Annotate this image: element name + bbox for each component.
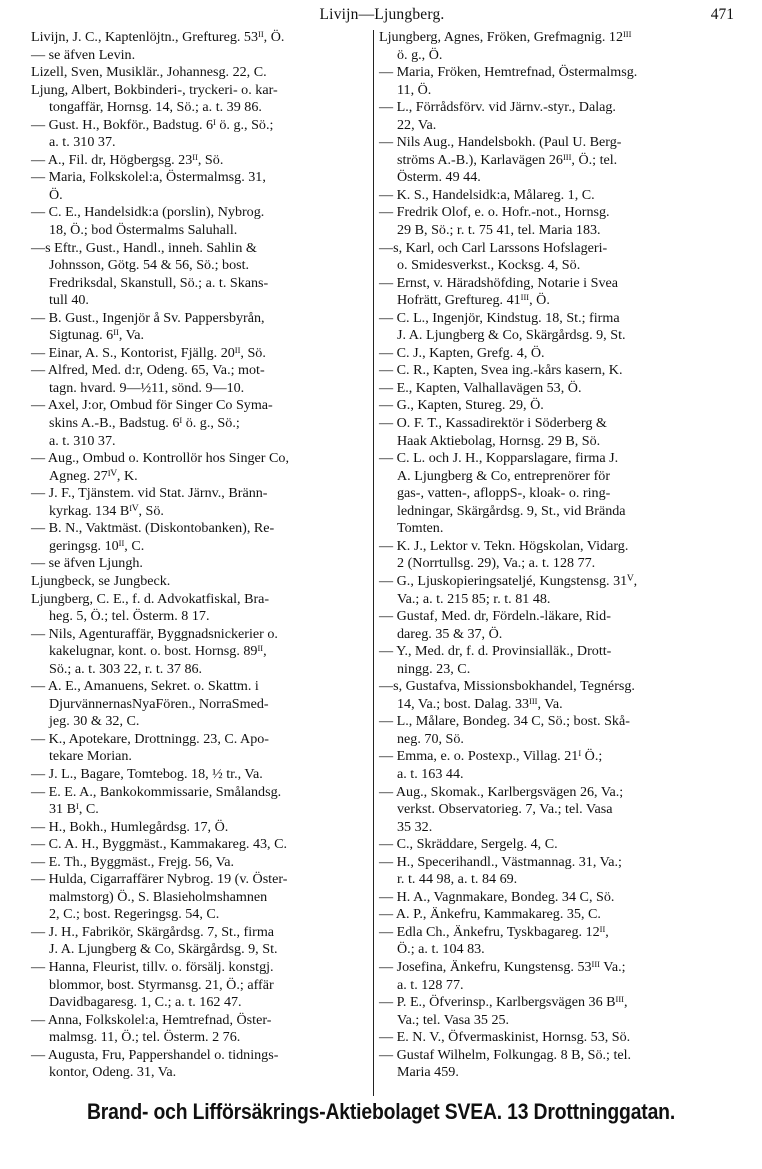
directory-line: — Ernst, v. Häradshöfding, Notarie i Svea [379, 274, 619, 291]
directory-line: Davidbagaresg. 1, C.; a. t. 162 47. [49, 994, 242, 1011]
directory-line: r. t. 44 98, a. t. 84 69. [397, 871, 518, 888]
directory-line: o. Smidesverkst., Kocksg. 4, Sö. [397, 257, 581, 274]
directory-line: — J. H., Fabrikör, Skärgårdsg. 7, St., firma [31, 923, 275, 940]
directory-line: Sigtunag. 6ᴵᴵ, Va. [49, 327, 145, 344]
directory-line: — Hanna, Fleurist, tillv. o. försälj. konstgj. [31, 958, 274, 975]
directory-line: ledningar, Skärgårdsg. 9, St., vid Brända [397, 502, 626, 519]
directory-line: 31 Bᴵ, C. [49, 801, 99, 818]
directory-line: — Emma, e. o. Postexp., Villag. 21ᴵ Ö.; [379, 748, 603, 765]
directory-line: Österm. 49 44. [397, 169, 481, 186]
directory-line: — C. A. H., Byggmäst., Kammakareg. 43, C. [31, 836, 288, 853]
directory-line: 2, C.; bost. Regeringsg. 54, C. [49, 906, 220, 923]
directory-line: — O. F. T., Kassadirektör i Söderberg & [379, 415, 607, 432]
directory-line: — A. P., Änkefru, Kammakareg. 35, C. [379, 906, 601, 923]
directory-line: J. A. Ljungberg & Co, Skärgårdsg. 9, St. [49, 941, 278, 958]
footer-advertisement: Brand- och Lifförsäkrings-Aktiebolaget SVEA. 13 Drottninggatan. [86, 1099, 676, 1124]
directory-line: Sö.; a. t. 303 22, r. t. 37 86. [49, 660, 203, 677]
directory-line: Johnsson, Götg. 54 & 56, Sö.; bost. [49, 257, 250, 274]
directory-line: — Hulda, Cigarraffärer Nybrog. 19 (v. Öster- [31, 871, 288, 888]
directory-line: 18, Ö.; bod Östermalms Saluhall. [49, 222, 238, 239]
directory-line: — Josefina, Änkefru, Kungstensg. 53ᴵᴵᴵ Va.; [379, 958, 626, 975]
directory-line: verkst. Observatorieg. 7, Va.; tel. Vasa [397, 801, 613, 818]
directory-line: — B. N., Vaktmäst. (Diskontobanken), Re- [31, 520, 275, 537]
directory-line: —s, Karl, och Carl Larssons Hofslageri- [379, 239, 608, 256]
directory-line: Lizell, Sven, Musiklär., Johannesg. 22, C. [31, 64, 267, 81]
directory-line: — Axel, J:or, Ombud för Singer Co Syma- [31, 397, 273, 414]
directory-line: — C., Skräddare, Sergelg. 4, C. [379, 836, 558, 853]
directory-line: 11, Ö. [397, 81, 432, 98]
directory-line: malmstorg) Ö., S. Blasieholmshamnen [49, 888, 268, 905]
directory-line: a. t. 310 37. [49, 432, 116, 449]
directory-line: — Aug., Skomak., Karlbergsvägen 26, Va.; [379, 783, 624, 800]
directory-line: — E. E. A., Bankokommissarie, Smålandsg. [31, 783, 282, 800]
directory-line: dareg. 35 & 37, Ö. [397, 625, 503, 642]
directory-line: — G., Ljuskopieringsatelјé, Kungstensg. 31ⱽ, [379, 572, 638, 589]
directory-line: blommor, bost. Styrmansg. 21, Ö.; affär [49, 976, 274, 993]
directory-line: — H., Specerihandl., Västmannag. 31, Va.; [379, 853, 622, 870]
directory-line: — Nils, Agenturaffär, Byggnadsnickerier o. [31, 625, 278, 642]
directory-line: — C. J., Kapten, Grefg. 4, Ö. [379, 344, 545, 361]
directory-line: — G., Kapten, Stureg. 29, Ö. [379, 397, 544, 414]
directory-line: — Maria, Folkskolel:a, Östermalmsg. 31, [31, 169, 266, 186]
directory-line: —s, Gustafva, Missionsbokhandel, Tegnérsg. [379, 678, 635, 695]
directory-line: — H. A., Vagnmakare, Bondeg. 34 C, Sö. [379, 888, 615, 905]
directory-line: — Edla Ch., Änkefru, Tyskbagareg. 12ᴵᴵ, [379, 923, 609, 940]
directory-line: — Anna, Folkskolel:a, Hemtrefnad, Öster- [31, 1011, 272, 1028]
directory-line: — C. R., Kapten, Svea ing.-kårs kasern, K. [379, 362, 623, 379]
right-column [379, 29, 741, 1082]
directory-line: — L., Målare, Bondeg. 34 C, Sö.; bost. Skå- [379, 713, 630, 730]
directory-line: tagn. hvard. 9—½11, sönd. 9—10. [49, 379, 245, 396]
directory-line: — H., Bokh., Humlegårdsg. 17, Ö. [31, 818, 229, 835]
page-header [30, 6, 734, 28]
directory-line: a. t. 128 77. [397, 976, 464, 993]
directory-line: gas-, vatten-, afloppS-, kloak- o. ring- [397, 485, 611, 502]
directory-line: tongaffär, Hornsg. 14, Sö.; a. t. 39 86. [49, 99, 262, 116]
directory-line: jeg. 30 & 32, C. [49, 713, 140, 730]
directory-line: Livijn, J. C., Kaptenlöjtn., Greftureg. 53ᴵᴵ, Ö. [31, 29, 285, 45]
directory-line: — Y., Med. dr, f. d. Provinsialläk., Drott- [379, 643, 612, 660]
directory-line: — P. E., Öfverinsp., Karlbergsvägen 36 Bᴵᴵᴵ, [379, 994, 628, 1011]
directory-line: Fredriksdal, Skanstull, Sö.; a. t. Skans- [49, 274, 269, 291]
column-divider [373, 30, 374, 1096]
directory-line: — Gustaf, Med. dr, Fördeln.-läkare, Rid- [379, 608, 611, 625]
directory-line: kakelugnar, kont. o. bost. Hornsg. 89ᴵᴵ, [49, 643, 267, 660]
directory-line: 22, Va. [397, 116, 437, 133]
directory-line: — C. E., Handelsidk:a (porslin), Nybrog. [31, 204, 265, 221]
directory-line: tull 40. [49, 292, 89, 309]
directory-line: —s Eftr., Gust., Handl., inneh. Sahlin & [31, 239, 257, 256]
directory-line: Haak Aktiebolag, Hornsg. 29 B, Sö. [397, 432, 601, 449]
directory-line: Ljungbeck, se Jungbeck. [31, 572, 171, 589]
directory-line: — Alfred, Med. d:r, Odeng. 65, Va.; mot- [31, 362, 265, 379]
directory-line: — A., Fil. dr, Högbergsg. 23ᴵᴵ, Sö. [31, 151, 224, 168]
directory-line: skins A.-B., Badstug. 6ᴵ ö. g., Sö.; [49, 415, 240, 432]
directory-line: a. t. 310 37. [49, 134, 116, 151]
directory-line: — se äfven Ljungh. [31, 555, 143, 572]
directory-line: 35 32. [397, 818, 433, 835]
directory-line: — K., Apotekare, Drottningg. 23, C. Apo- [31, 730, 270, 747]
directory-line: — Fredrik Olof, e. o. Hofr.-not., Hornsg. [379, 204, 610, 221]
directory-line: heg. 5, Ö.; tel. Österm. 8 17. [49, 608, 210, 625]
directory-line: — K. S., Handelsidk:a, Målareg. 1, C. [379, 186, 595, 203]
directory-line: — se äfven Levin. [31, 46, 136, 63]
directory-line: ö. g., Ö. [397, 46, 443, 63]
directory-line: ströms A.-B.), Karlavägen 26ᴵᴵᴵ, Ö.; tel. [397, 151, 618, 168]
directory-line: — J. F., Tjänstem. vid Stat. Järnv., Bränn- [31, 485, 268, 502]
directory-line: Maria 459. [397, 1064, 459, 1081]
directory-line: — Maria, Fröken, Hemtrefnad, Östermalmsg. [379, 64, 638, 81]
directory-line: 29 B, Sö.; r. t. 75 41, tel. Maria 183. [397, 222, 601, 239]
directory-line: J. A. Ljungberg & Co, Skärgårdsg. 9, St. [397, 327, 626, 344]
directory-line: tekare Morian. [49, 748, 132, 765]
directory-line: — Augusta, Fru, Pappershandel o. tidnings- [31, 1046, 279, 1063]
directory-line: Ljungberg, C. E., f. d. Advokatfiskal, Bra- [31, 590, 270, 607]
directory-line: — Nils Aug., Handelsbokh. (Paul U. Berg- [379, 134, 622, 151]
directory-line: — E. N. V., Öfvermaskinist, Hornsg. 53, Sö. [379, 1029, 631, 1046]
page-number: 471 [710, 6, 734, 23]
directory-line: a. t. 163 44. [397, 765, 464, 782]
directory-line: 2 (Norrtullsg. 29), Va.; a. t. 128 77. [397, 555, 596, 572]
directory-line: ningg. 23, C. [397, 660, 471, 677]
directory-line: Ljungberg, Agnes, Fröken, Grefmagnig. 12ᴵᴵᴵ [379, 29, 632, 45]
directory-line: malmsg. 11, Ö.; tel. Österm. 2 76. [49, 1029, 241, 1046]
directory-line: neg. 70, Sö. [397, 730, 464, 747]
directory-line: — L., Förrådsförv. vid Järnv.-styr., Dalag. [379, 99, 616, 116]
directory-line: Ö.; a. t. 104 83. [397, 941, 485, 958]
running-title: Livijn—Ljungberg. [319, 6, 445, 23]
directory-line: Hofrätt, Greftureg. 41ᴵᴵᴵ, Ö. [397, 292, 550, 309]
directory-line: kyrkag. 134 Bᴵⱽ, Sö. [49, 502, 164, 519]
directory-line: — E. Th., Byggmäst., Frejg. 56, Va. [31, 853, 235, 870]
directory-line: Ö. [49, 186, 63, 203]
directory-line: — E., Kapten, Valhallavägen 53, Ö. [379, 379, 582, 396]
directory-line: kontor, Odeng. 31, Va. [49, 1064, 177, 1081]
directory-line: — K. J., Lektor v. Tekn. Högskolan, Vidarg. [379, 537, 629, 554]
directory-line: — Einar, A. S., Kontorist, Fjällg. 20ᴵᴵ, Sö. [31, 344, 266, 361]
directory-line: — J. L., Bagare, Tomtebog. 18, ½ tr., Va. [31, 765, 263, 782]
directory-line: DjurvännernasNyaFören., NorraSmed- [49, 695, 269, 712]
directory-line: geringsg. 10ᴵᴵ, C. [49, 537, 145, 554]
directory-line: Va.; a. t. 215 85; r. t. 81 48. [397, 590, 551, 607]
directory-line: Va.; tel. Vasa 35 25. [397, 1011, 510, 1028]
directory-line: — A. E., Amanuens, Sekret. o. Skattm. i [31, 678, 259, 695]
directory-line: Agneg. 27ᴵⱽ, K. [49, 467, 138, 484]
directory-line: A. Ljungberg & Co, entreprenörer för [397, 467, 611, 484]
left-column [31, 29, 371, 1082]
directory-line: — C. L., Ingenjör, Kindstug. 18, St.; firma [379, 309, 620, 326]
directory-line: — B. Gust., Ingenjör å Sv. Pappersbyrån, [31, 309, 265, 326]
directory-line: — C. L. och J. H., Kopparslagare, firma J. [379, 450, 619, 467]
directory-line: Tomten. [397, 520, 444, 537]
directory-line: — Aug., Ombud o. Kontrollör hos Singer Co, [31, 450, 289, 467]
directory-line: — Gust. H., Bokför., Badstug. 6ᴵ ö. g., Sö.; [31, 116, 274, 133]
directory-line: — Gustaf Wilhelm, Folkungag. 8 B, Sö.; tel. [379, 1046, 632, 1063]
directory-line: 14, Va.; bost. Dalag. 33ᴵᴵᴵ, Va. [397, 695, 563, 712]
directory-line: Ljung, Albert, Bokbinderi-, tryckeri- o. kar- [31, 81, 278, 98]
